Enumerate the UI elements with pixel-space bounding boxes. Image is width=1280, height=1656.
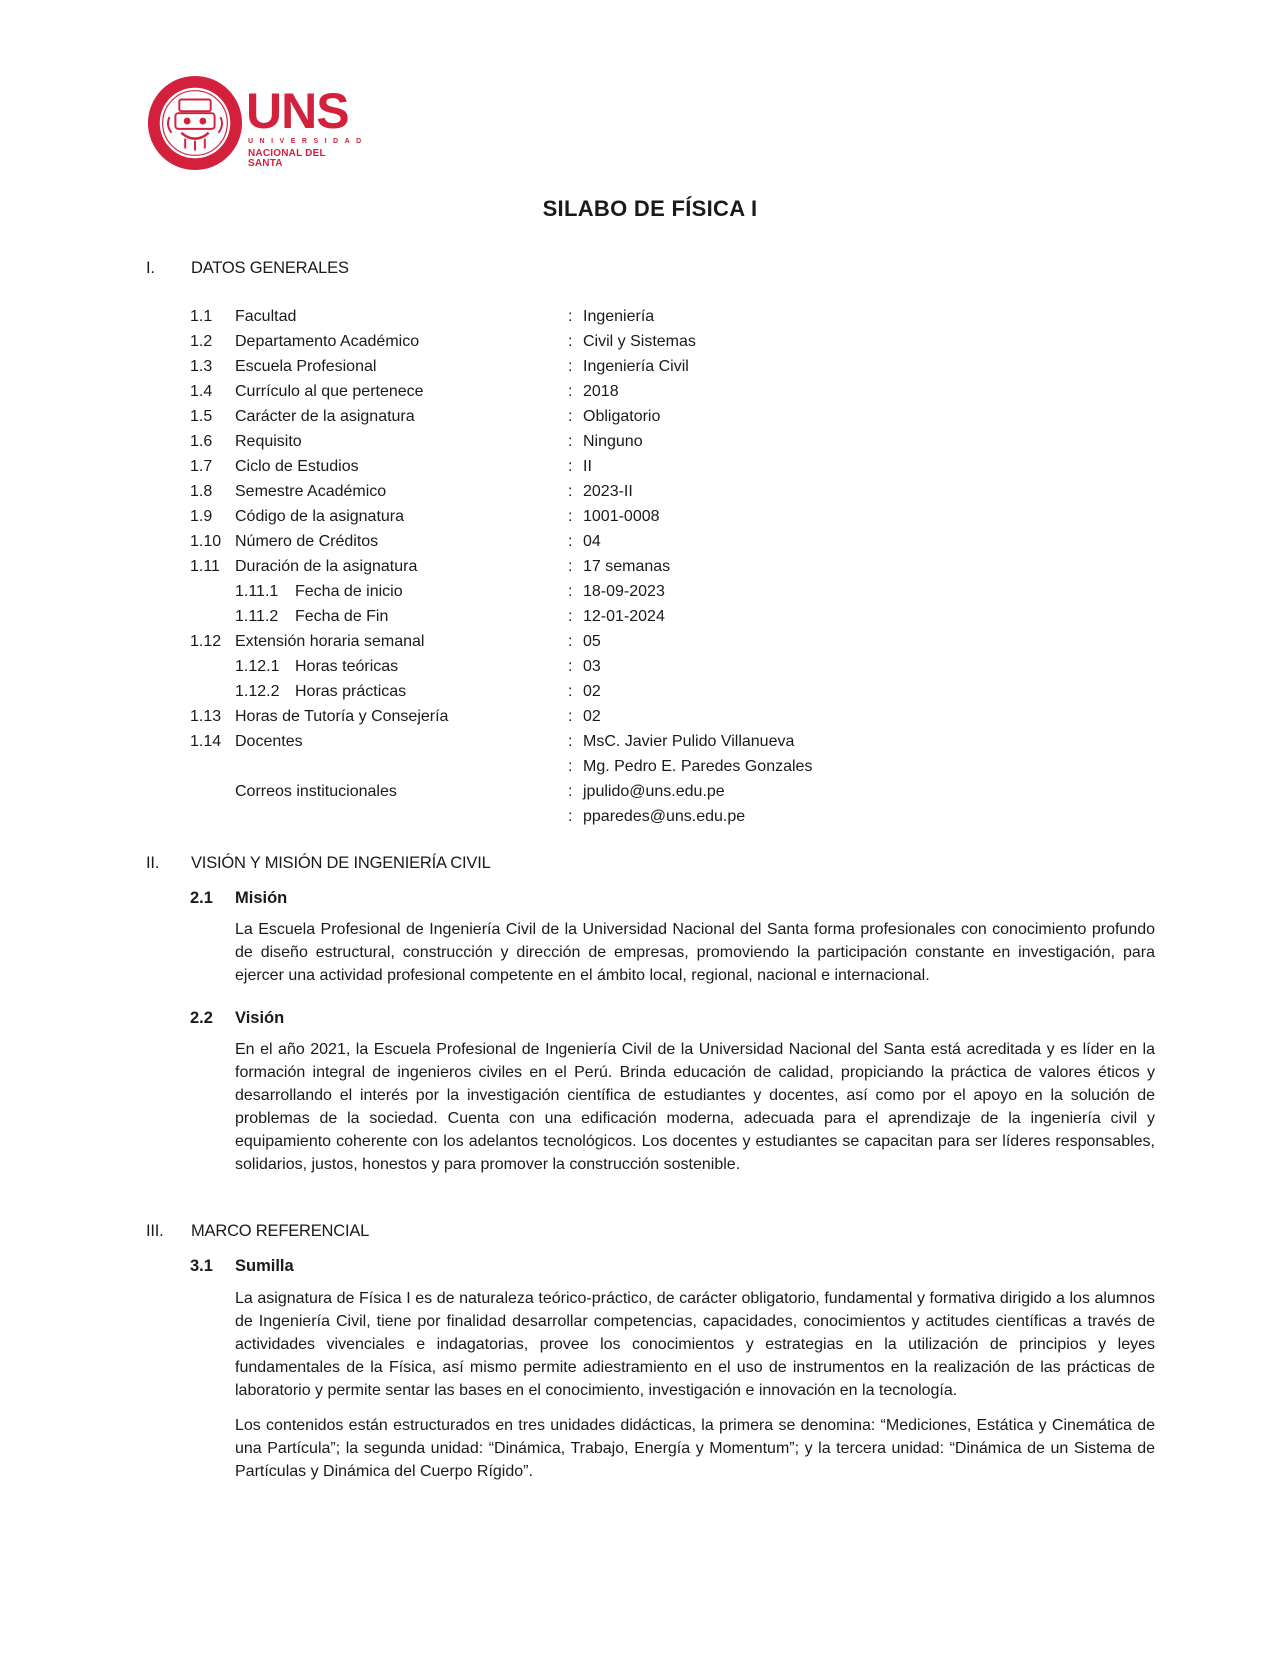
row-colon: : bbox=[568, 433, 573, 450]
row-colon: : bbox=[568, 583, 573, 600]
row-number: 1.9 bbox=[190, 508, 213, 525]
subsection-heading-mision bbox=[190, 889, 287, 908]
data-row bbox=[190, 804, 1090, 829]
row-value: 04 bbox=[583, 533, 601, 550]
data-row bbox=[190, 354, 1090, 379]
row-value: jpulido@uns.edu.pe bbox=[583, 783, 725, 800]
row-value: 1001-0008 bbox=[583, 508, 660, 525]
data-row bbox=[190, 729, 1090, 754]
row-number: 1.10 bbox=[190, 533, 222, 550]
row-number: 1.11 bbox=[190, 558, 220, 575]
row-label: Departamento Académico bbox=[235, 333, 420, 350]
data-row bbox=[190, 479, 1090, 504]
row-value: pparedes@uns.edu.pe bbox=[583, 808, 746, 825]
row-colon: : bbox=[568, 508, 573, 525]
row-value: Ingeniería bbox=[583, 308, 655, 325]
section-title: VISIÓN Y MISIÓN DE INGENIERÍA CIVIL bbox=[191, 854, 491, 872]
subsection-title: Sumilla bbox=[235, 1257, 294, 1275]
university-seal-icon bbox=[146, 74, 244, 172]
row-label: Requisito bbox=[235, 433, 302, 450]
data-row bbox=[190, 529, 1090, 554]
row-colon: : bbox=[568, 458, 573, 475]
row-number: 1.12.2 bbox=[235, 683, 280, 700]
row-number: 1.12.1 bbox=[235, 658, 280, 675]
row-number: 1.12 bbox=[190, 633, 222, 650]
vision-paragraph: En el año 2021, la Escuela Profesional de Ingeniería Civil de la Universidad Nacional del Santa está acreditada y es líder en la formación integral de ingenieros civiles en el Perú. Brinda educación de calidad, propiciando la práctica de valores éticos y desarrollando el interés por la investigación científica de estudiantes y docentes, así como por el apoyo en la solución de problemas de la sociedad. Cuenta con una edificación moderna, adecuada para el aprendizaje de la ingeniería civil y equipamiento coherente con los adelantos tecnológicos. Los docentes y estudiantes se capacitan para ser líderes responsables, solidarios, justos, honestos y para promover la construcción sostenible. bbox=[235, 1041, 1155, 1173]
row-value: MsC. Javier Pulido Villanueva bbox=[583, 733, 795, 750]
sumilla-paragraph-2: Los contenidos están estructurados en tres unidades didácticas, la primera se denomina: “Mediciones, Estática y Cinemática de una Partícula”; la segunda unidad: “Dinámica, Trabajo, Energía y Momentum”; y la tercera unidad: “Dinámica de un Sistema de Partículas y Dinámica del Cuerpo Rígido”. bbox=[235, 1417, 1155, 1480]
row-colon: : bbox=[568, 633, 573, 650]
section-number: II. bbox=[146, 854, 160, 872]
subsection-number: 2.2 bbox=[190, 1009, 213, 1027]
row-colon: : bbox=[568, 708, 573, 725]
data-row bbox=[190, 779, 1090, 804]
row-colon: : bbox=[568, 533, 573, 550]
data-row bbox=[190, 454, 1090, 479]
row-colon: : bbox=[568, 608, 573, 625]
row-label: Docentes bbox=[235, 733, 303, 750]
row-label: Duración de la asignatura bbox=[235, 558, 418, 575]
data-row bbox=[190, 604, 1090, 629]
row-number: 1.14 bbox=[190, 733, 222, 750]
row-colon: : bbox=[568, 358, 573, 375]
row-label: Currículo al que pertenece bbox=[235, 383, 424, 400]
data-row bbox=[190, 629, 1090, 654]
row-label: Carácter de la asignatura bbox=[235, 408, 415, 425]
data-row bbox=[190, 754, 1090, 779]
row-label: Ciclo de Estudios bbox=[235, 458, 359, 475]
row-colon: : bbox=[568, 783, 573, 800]
logo-line1: UNIVERSIDAD bbox=[248, 138, 368, 145]
row-colon: : bbox=[568, 333, 573, 350]
row-colon: : bbox=[568, 483, 573, 500]
row-value: 12-01-2024 bbox=[583, 608, 665, 625]
row-value: 2023-II bbox=[583, 483, 633, 500]
section-heading-datos-generales bbox=[146, 259, 349, 278]
section-title: MARCO REFERENCIAL bbox=[191, 1222, 370, 1240]
row-number: 1.8 bbox=[190, 483, 213, 500]
subsection-title: Visión bbox=[235, 1009, 285, 1027]
row-colon: : bbox=[568, 558, 573, 575]
data-row bbox=[190, 329, 1090, 354]
row-value: Civil y Sistemas bbox=[583, 333, 696, 350]
data-row bbox=[190, 704, 1090, 729]
row-number: 1.6 bbox=[190, 433, 213, 450]
row-number: 1.13 bbox=[190, 708, 222, 725]
row-colon: : bbox=[568, 683, 573, 700]
row-label: Código de la asignatura bbox=[235, 508, 405, 525]
row-number: 1.7 bbox=[190, 458, 213, 475]
row-value: Ninguno bbox=[583, 433, 643, 450]
data-row bbox=[190, 379, 1090, 404]
row-label: Fecha de inicio bbox=[295, 583, 403, 600]
subsection-number: 2.1 bbox=[190, 889, 213, 907]
row-label: Correos institucionales bbox=[235, 783, 397, 800]
data-row bbox=[190, 304, 1090, 329]
mision-paragraph: La Escuela Profesional de Ingeniería Civil de la Universidad Nacional del Santa forma profesionales con conocimiento profundo de diseño estructural, construcción y dirección de empresas, promoviendo la participación constante en investigación, para ejercer una actividad profesional competente en el ámbito local, regional, nacional e internacional. bbox=[235, 921, 1155, 984]
subsection-heading-vision bbox=[190, 1009, 284, 1028]
row-number: 1.5 bbox=[190, 408, 213, 425]
row-label: Fecha de Fin bbox=[295, 608, 389, 625]
subsection-title: Misión bbox=[235, 889, 288, 907]
sumilla-paragraph-1: La asignatura de Física I es de naturaleza teórico-práctico, de carácter obligatorio, fundamental y formativa dirigido a los alumnos de Ingeniería Civil, tiene por finalidad desarrollar competencias, capacidades, conocimientos y actitudes científicas a través de actividades vivenciales e indagatorias, provee los conocimientos y estrategias en la utilización de principios y leyes fundamentales de la Física, así mismo permite adiestramiento en el uso de instrumentos en la realización de las prácticas de laboratorio y permite sentar las bases en el conocimiento, investigación e innovación en la tecnología. bbox=[235, 1290, 1155, 1399]
logo-brand: UNS bbox=[246, 83, 349, 139]
row-colon: : bbox=[568, 758, 573, 775]
row-value: II bbox=[583, 458, 592, 475]
document-title: SILABO DE FÍSICA I bbox=[542, 196, 758, 221]
section-heading-marco-referencial bbox=[146, 1222, 369, 1241]
row-value: 17 semanas bbox=[583, 558, 671, 575]
row-colon: : bbox=[568, 308, 573, 325]
section-heading-vision-mision bbox=[146, 854, 491, 873]
row-colon: : bbox=[568, 733, 573, 750]
section-title: DATOS GENERALES bbox=[191, 259, 349, 277]
row-label: Semestre Académico bbox=[235, 483, 387, 500]
row-number: 1.11.1 bbox=[235, 583, 279, 600]
data-row bbox=[190, 679, 1090, 704]
row-number: 1.1 bbox=[190, 308, 213, 325]
data-row bbox=[190, 429, 1090, 454]
row-colon: : bbox=[568, 808, 573, 825]
row-number: 1.11.2 bbox=[235, 608, 279, 625]
section-number: III. bbox=[146, 1222, 164, 1240]
data-row bbox=[190, 554, 1090, 579]
data-row bbox=[190, 654, 1090, 679]
row-number: 1.4 bbox=[190, 383, 213, 400]
data-row bbox=[190, 504, 1090, 529]
row-value: 05 bbox=[583, 633, 601, 650]
row-label: Horas teóricas bbox=[295, 658, 399, 675]
row-label: Horas de Tutoría y Consejería bbox=[235, 708, 449, 725]
section-number: I. bbox=[146, 259, 155, 277]
row-value: Ingeniería Civil bbox=[583, 358, 689, 375]
row-value: Obligatorio bbox=[583, 408, 661, 425]
data-row bbox=[190, 579, 1090, 604]
row-number: 1.2 bbox=[190, 333, 213, 350]
row-value: 02 bbox=[583, 683, 601, 700]
row-value: 03 bbox=[583, 658, 601, 675]
row-label: Facultad bbox=[235, 308, 297, 325]
row-label: Escuela Profesional bbox=[235, 358, 377, 375]
row-value: 18-09-2023 bbox=[583, 583, 665, 600]
logo-line2: NACIONAL DEL SANTA bbox=[248, 148, 326, 169]
row-label: Horas prácticas bbox=[295, 683, 407, 700]
row-colon: : bbox=[568, 408, 573, 425]
subsection-number: 3.1 bbox=[190, 1257, 213, 1275]
row-colon: : bbox=[568, 658, 573, 675]
row-value: Mg. Pedro E. Paredes Gonzales bbox=[583, 758, 813, 775]
row-number: 1.3 bbox=[190, 358, 213, 375]
data-row bbox=[190, 404, 1090, 429]
row-label: Extensión horaria semanal bbox=[235, 633, 425, 650]
row-colon: : bbox=[568, 383, 573, 400]
subsection-heading-sumilla bbox=[190, 1257, 294, 1276]
row-value: 02 bbox=[583, 708, 601, 725]
row-value: 2018 bbox=[583, 383, 619, 400]
row-label: Número de Créditos bbox=[235, 533, 379, 550]
university-logo bbox=[146, 74, 368, 174]
